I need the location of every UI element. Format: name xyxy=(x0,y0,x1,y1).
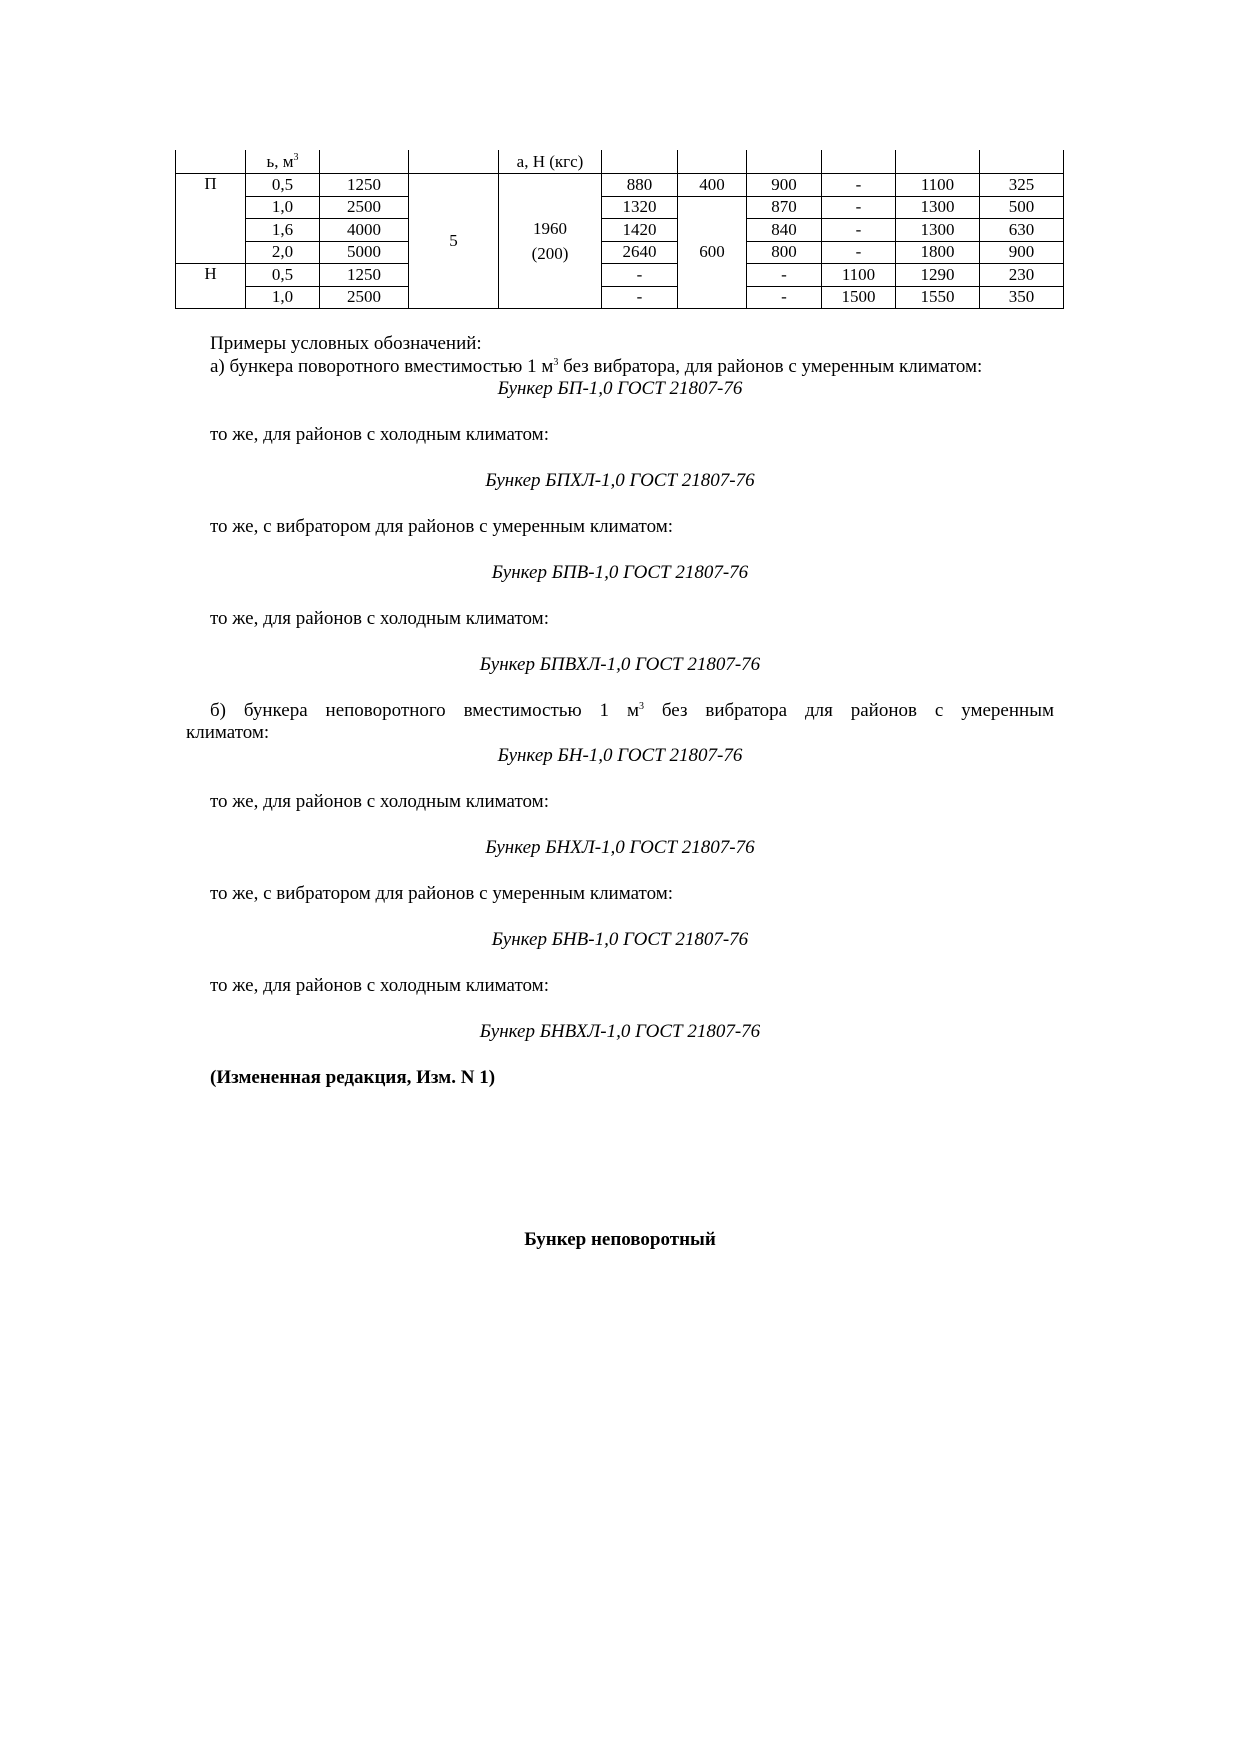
table-cell: 1100 xyxy=(822,264,896,287)
table-cell: 0,5 xyxy=(246,174,320,197)
table-header-capacity: ь, $м^3$ xyxy=(246,150,320,174)
table-cell: - xyxy=(822,219,896,242)
table-cell xyxy=(747,150,822,174)
table-cell: 2640 xyxy=(602,241,678,264)
table-cell: 350 xyxy=(980,286,1064,309)
table-cell: 4000 xyxy=(320,219,409,242)
type-cell-n: Н xyxy=(176,264,246,309)
table-cell: 1250 xyxy=(320,264,409,287)
table-cell: 880 xyxy=(602,174,678,197)
table-cell: - xyxy=(822,174,896,197)
table-cell: - xyxy=(747,286,822,309)
table-cell: 800 xyxy=(747,241,822,264)
table-row xyxy=(176,264,1064,287)
table-row xyxy=(176,196,1064,219)
table-cell: 1,0 xyxy=(246,286,320,309)
designation-bpvhl: Бункер БПВХЛ-1,0 ГОСТ 21807-76 xyxy=(479,654,761,675)
amendment-note: (Измененная редакция, Изм. N 1) xyxy=(210,1067,496,1088)
table-cell: 2,0 xyxy=(246,241,320,264)
table-cell: 1300 xyxy=(896,196,980,219)
merged-cell-col6: 600 xyxy=(678,196,747,309)
designation-bp: Бункер БП-1,0 ГОСТ 21807-76 xyxy=(497,378,743,399)
table-cell: 1100 xyxy=(896,174,980,197)
table-cell: 230 xyxy=(980,264,1064,287)
table-row xyxy=(176,286,1064,309)
same-cold-2: то же, для районов с холодным климатом: xyxy=(210,608,549,629)
table-cell: - xyxy=(747,264,822,287)
designation-bphl: Бункер БПХЛ-1,0 ГОСТ 21807-76 xyxy=(485,470,755,491)
section-heading: Бункер неповоротный xyxy=(524,1229,716,1250)
merged-cell-col3: 5 xyxy=(409,174,499,309)
table-cell xyxy=(320,150,409,174)
table-cell: 500 xyxy=(980,196,1064,219)
example-b-intro: б) бункера неповоротного вместимостью 1 $м^3$ без вибратора для районов с умеренным xyxy=(210,700,1054,721)
table-cell xyxy=(602,150,678,174)
table-cell xyxy=(980,150,1064,174)
table-cell: 1550 xyxy=(896,286,980,309)
table-cell: 325 xyxy=(980,174,1064,197)
table-cell: 900 xyxy=(980,241,1064,264)
same-cold-4: то же, для районов с холодным климатом: xyxy=(210,975,549,996)
table-cell: 1290 xyxy=(896,264,980,287)
table-cell xyxy=(678,150,747,174)
same-cold-1: то же, для районов с холодным климатом: xyxy=(210,424,549,445)
same-cold-3: то же, для районов с холодным климатом: xyxy=(210,791,549,812)
table-cell: 630 xyxy=(980,219,1064,242)
table-cell xyxy=(822,150,896,174)
table-cell: 5000 xyxy=(320,241,409,264)
table-cell: 1,0 xyxy=(246,196,320,219)
table-cell: - xyxy=(822,241,896,264)
table-cell: 1,6 xyxy=(246,219,320,242)
table-cell: - xyxy=(602,264,678,287)
designation-bnv: Бункер БНВ-1,0 ГОСТ 21807-76 xyxy=(491,929,749,950)
table-cell: - xyxy=(822,196,896,219)
table-row xyxy=(176,174,1064,197)
table-cell: 1250 xyxy=(320,174,409,197)
type-cell-p: П xyxy=(176,174,246,264)
same-vibrator-1: то же, с вибратором для районов с умеренным климатом: xyxy=(210,516,674,537)
designation-bnvhl: Бункер БНВХЛ-1,0 ГОСТ 21807-76 xyxy=(479,1021,761,1042)
table-cell: 1500 xyxy=(822,286,896,309)
table-cell: 840 xyxy=(747,219,822,242)
table-row xyxy=(176,219,1064,242)
designation-bnhl: Бункер БНХЛ-1,0 ГОСТ 21807-76 xyxy=(485,837,755,858)
table-cell xyxy=(409,150,499,174)
merged-cell-col4: 1960 (200) xyxy=(499,174,602,309)
designation-bpv: Бункер БПВ-1,0 ГОСТ 21807-76 xyxy=(491,562,749,583)
example-b-intro-line2: климатом: xyxy=(186,722,270,743)
table-cell: 0,5 xyxy=(246,264,320,287)
table-cell xyxy=(176,150,246,174)
table-cell: 2500 xyxy=(320,286,409,309)
table-cell: - xyxy=(602,286,678,309)
example-a-intro: а) бункера поворотного вместимостью 1 $м^3$ без вибратора, для районов с умеренным климатом: xyxy=(210,356,983,377)
table-header-row xyxy=(176,150,1064,174)
same-vibrator-2: то же, с вибратором для районов с умеренным климатом: xyxy=(210,883,674,904)
bunker-parameters-table xyxy=(175,150,1064,309)
table-cell: 400 xyxy=(678,174,747,197)
table-cell: 1800 xyxy=(896,241,980,264)
table-row xyxy=(176,241,1064,264)
table-header-force: а, Н (кгс) xyxy=(499,150,602,174)
table-cell: 1320 xyxy=(602,196,678,219)
table-cell: 900 xyxy=(747,174,822,197)
designation-bn: Бункер БН-1,0 ГОСТ 21807-76 xyxy=(497,745,743,766)
table-cell: 2500 xyxy=(320,196,409,219)
table-cell: 1300 xyxy=(896,219,980,242)
table-cell: 1420 xyxy=(602,219,678,242)
examples-title: Примеры условных обозначений: xyxy=(210,333,482,354)
table-cell: 870 xyxy=(747,196,822,219)
table-cell xyxy=(896,150,980,174)
